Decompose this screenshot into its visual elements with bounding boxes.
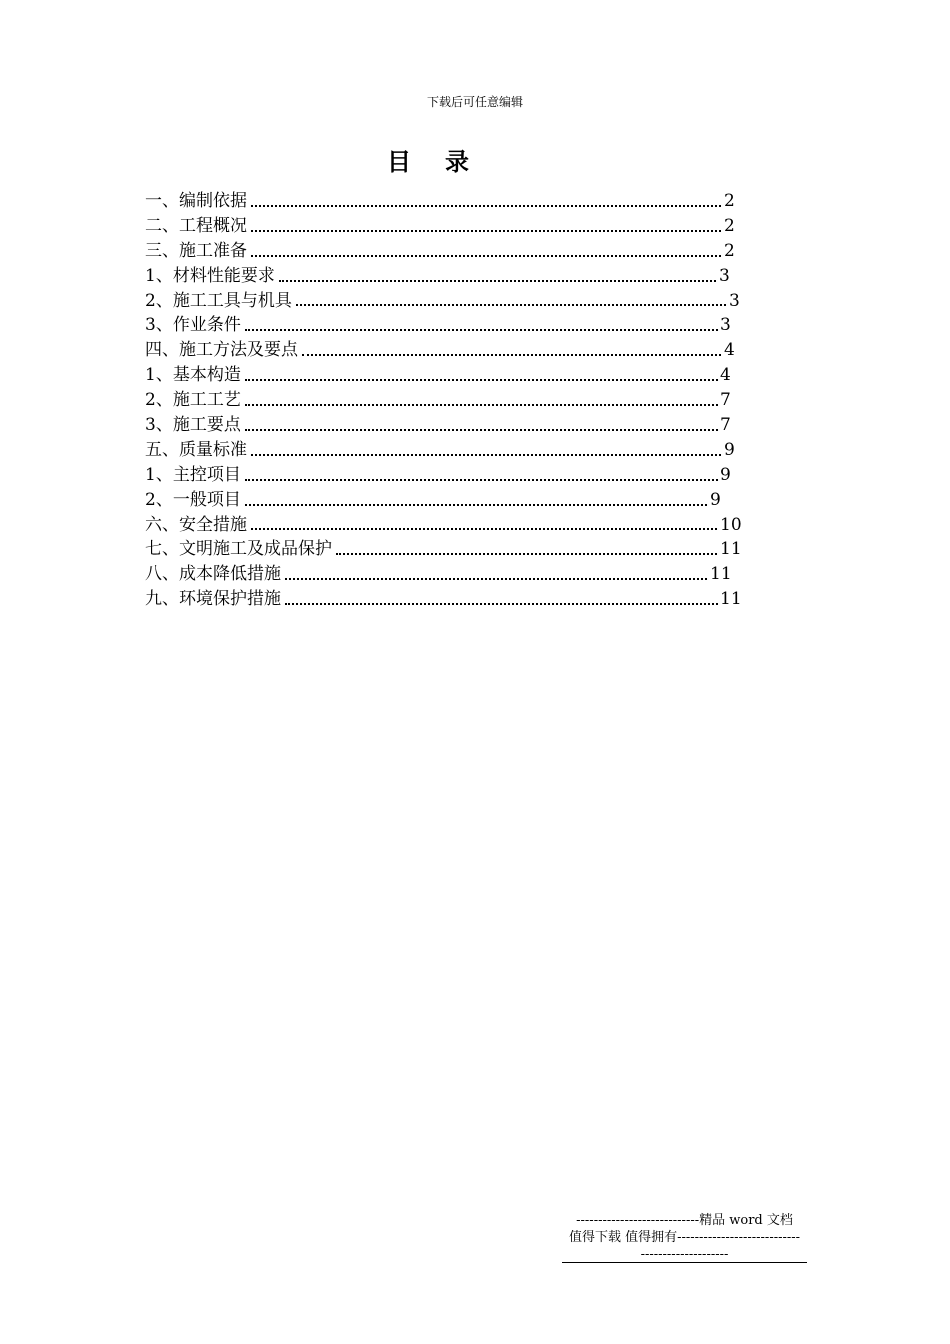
toc-dot-leader [245, 479, 721, 481]
toc-entry[interactable] [145, 513, 742, 538]
toc-entry-page: 11 [709, 562, 732, 587]
toc-entry-label: 1、基本构造 [145, 363, 241, 388]
toc-entry[interactable] [145, 239, 737, 264]
toc-entry-page: 4 [719, 363, 731, 388]
toc-entry-page: 9 [719, 463, 731, 488]
toc-entry-page: 2 [723, 214, 735, 239]
toc-title: 目录 [387, 147, 503, 176]
toc-dot-leader [279, 280, 720, 282]
toc-entry-label: 六、安全措施 [145, 513, 247, 538]
toc-entry[interactable] [145, 338, 737, 363]
toc-entry-label: 九、环境保护措施 [145, 587, 281, 612]
toc-entry[interactable] [145, 562, 732, 587]
toc-entry-label: 1、材料性能要求 [145, 264, 275, 289]
toc-entry-page: 11 [719, 537, 742, 562]
toc-entry-page: 11 [719, 587, 742, 612]
toc-dot-leader [251, 205, 725, 207]
toc-entry-page: 9 [723, 438, 735, 463]
toc-entry[interactable] [145, 587, 742, 612]
toc-entry-label: 3、施工要点 [145, 413, 241, 438]
toc-entry[interactable] [145, 289, 742, 314]
toc-entry-label: 1、主控项目 [145, 463, 241, 488]
toc-entry[interactable] [145, 388, 733, 413]
toc-dot-leader [245, 379, 721, 381]
header-note: 下载后可任意编辑 [426, 95, 523, 109]
toc-entry-page: 2 [723, 239, 735, 264]
toc-entry-label: 2、施工工艺 [145, 388, 241, 413]
toc-entry-label: 二、工程概况 [145, 214, 247, 239]
toc-entry-page: 2 [723, 189, 735, 214]
toc-dot-leader [245, 429, 721, 431]
toc-entry[interactable] [145, 438, 737, 463]
toc-entry[interactable] [145, 488, 723, 513]
toc-dot-leader [251, 454, 725, 456]
footer-line-3: -------------------- [640, 1247, 729, 1262]
toc-list [145, 189, 745, 612]
toc-dot-leader [251, 230, 725, 232]
toc-dot-leader [245, 404, 721, 406]
toc-entry[interactable] [145, 363, 733, 388]
toc-entry[interactable] [145, 537, 742, 562]
toc-dot-leader [285, 578, 711, 580]
toc-entry-page: 7 [719, 388, 731, 413]
toc-entry-label: 八、成本降低措施 [145, 562, 281, 587]
toc-entry-label: 三、施工准备 [145, 239, 247, 264]
toc-dot-leader [251, 255, 725, 257]
toc-dot-leader [296, 304, 730, 306]
toc-entry-page: 9 [709, 488, 721, 513]
toc-entry[interactable] [145, 463, 733, 488]
toc-entry-label: 五、质量标准 [145, 438, 247, 463]
footer-line-2: 值得下载 值得拥有---------------------------- [568, 1230, 801, 1245]
toc-entry-page: 4 [723, 338, 735, 363]
toc-entry[interactable] [145, 313, 733, 338]
toc-entry[interactable] [145, 413, 733, 438]
footer-line-1: ----------------------------精品 word 文档 [576, 1213, 793, 1228]
toc-entry-label: 一、编制依据 [145, 189, 247, 214]
toc-dot-leader [245, 504, 711, 506]
toc-entry[interactable] [145, 264, 732, 289]
toc-entry-label: 3、作业条件 [145, 313, 241, 338]
toc-entry-page: 3 [719, 313, 731, 338]
toc-entry-label: 2、一般项目 [145, 488, 241, 513]
toc-entry-page: 3 [718, 264, 730, 289]
footer-rule [562, 1262, 807, 1263]
toc-dot-leader [285, 603, 721, 605]
toc-entry-label: 七、文明施工及成品保护 [145, 537, 332, 562]
toc-dot-leader [336, 553, 721, 555]
toc-entry-page: 3 [728, 289, 740, 314]
footer-watermark [562, 1212, 807, 1263]
toc-entry-label: 2、施工工具与机具 [145, 289, 292, 314]
toc-dot-leader [245, 329, 721, 331]
toc-entry[interactable] [145, 189, 737, 214]
toc-entry-page: 7 [719, 413, 731, 438]
toc-entry-page: 10 [719, 513, 742, 538]
toc-dot-leader [302, 354, 725, 356]
toc-entry-label: 四、施工方法及要点 [145, 338, 298, 363]
toc-dot-leader [251, 528, 721, 530]
toc-entry[interactable] [145, 214, 737, 239]
